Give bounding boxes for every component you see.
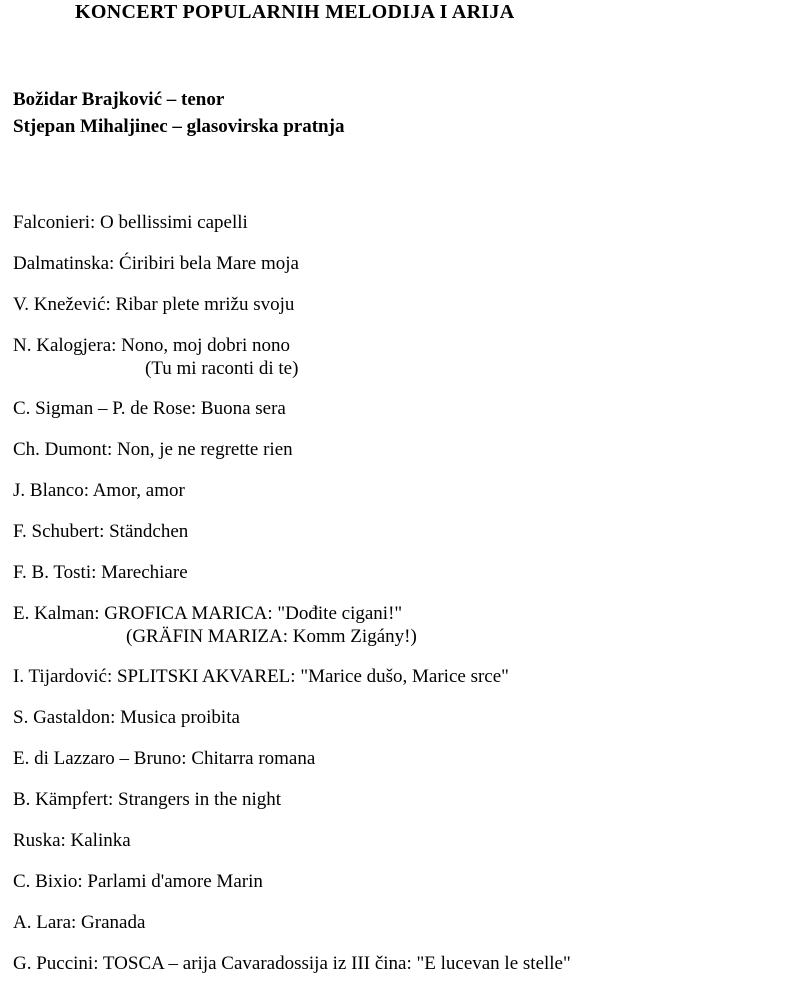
program-item-text: Ch. Dumont: Non, je ne regrette rien: [13, 439, 293, 460]
program-list: [13, 210, 790, 992]
program-item-text: C. Sigman – P. de Rose: Buona sera: [13, 398, 286, 419]
performers-block: [13, 86, 344, 140]
program-item-text: N. Kalogjera: Nono, moj dobri nono: [13, 335, 291, 356]
program-item-text: C. Bixio: Parlami d'amore Marin: [13, 871, 263, 892]
program-item: [13, 746, 790, 772]
performer-piano: Stjepan Mihaljinec – glasovirska pratnja: [13, 116, 345, 137]
program-item: [13, 437, 790, 463]
program-item: [13, 664, 790, 690]
program-item: [13, 787, 790, 813]
program-item-subtitle: (Tu mi raconti di te): [145, 358, 299, 379]
program-item-text: B. Kämpfert: Strangers in the night: [13, 789, 282, 810]
program-item-text: F. B. Tosti: Marechiare: [13, 562, 188, 583]
program-item: [13, 292, 790, 318]
program-item: [13, 951, 790, 977]
performer-tenor: Božidar Brajković – tenor: [13, 89, 225, 110]
program-item: [13, 333, 790, 381]
program-item-text: E. di Lazzaro – Bruno: Chitarra romana: [13, 748, 316, 769]
program-item: [13, 601, 790, 649]
program-item-text: Falconieri: O bellissimi capelli: [13, 212, 248, 233]
program-item: [13, 210, 790, 236]
program-item-text: F. Schubert: Ständchen: [13, 521, 189, 542]
page-title: KONCERT POPULARNIH MELODIJA I ARIJA: [75, 1, 515, 23]
program-item: [13, 519, 790, 545]
program-item: [13, 396, 790, 422]
program-item-text: I. Tijardović: SPLITSKI AKVAREL: "Marice dušo, Marice srce": [13, 666, 509, 687]
program-item-text: Dalmatinska: Ćiribiri bela Mare moja: [13, 253, 299, 274]
program-item-text: Ruska: Kalinka: [13, 830, 131, 851]
program-item-text: A. Lara: Granada: [13, 912, 146, 933]
program-item-text: E. Kalman: GROFICA MARICA: "Dođite cigani!": [13, 603, 403, 624]
program-item: [13, 251, 790, 277]
program-item: [13, 910, 790, 936]
program-item: [13, 560, 790, 586]
program-item: [13, 869, 790, 895]
program-item-subtitle: (GRÄFIN MARIZA: Komm Zigány!): [126, 626, 417, 647]
program-item: [13, 828, 790, 854]
program-item: [13, 705, 790, 731]
program-item: [13, 478, 790, 504]
program-item-text: J. Blanco: Amor, amor: [13, 480, 185, 501]
program-item-text: S. Gastaldon: Musica proibita: [13, 707, 240, 728]
program-item-text: G. Puccini: TOSCA – arija Cavaradossija iz III čina: "E lucevan le stelle": [13, 953, 571, 974]
program-item-text: V. Knežević: Ribar plete mrižu svoju: [13, 294, 295, 315]
